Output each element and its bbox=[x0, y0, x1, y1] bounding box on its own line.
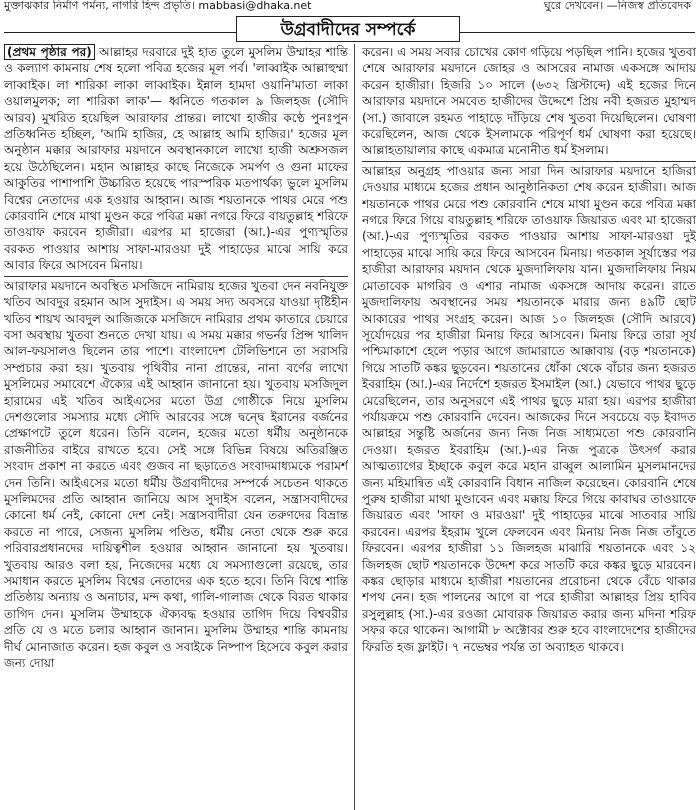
headline-area bbox=[0, 12, 699, 48]
article-paragraph bbox=[4, 278, 348, 672]
paragraph-text: আরাফার ময়দানে অবস্থিত মসজিদে নামিরায় হজের খুতবা দেন নবনিযুক্ত খতিব আবদুর রহমান আস সুদাইস। এ সময় সদ্য অবসরে যাওয়া দৃষ্টিহীন খতিব শায়খ আবদুল আজিজকে মসজিদে নামিরার প্রথম কাতারে চেয়ারে বসা অবস্থায় খুতবা শুনতে দেখা যায়। এ সময় মক্কার গভর্নর প্রিন্স খালিদ আল-ফয়সালও ছিলেন তার পাশে। বাংলাদেশ টেলিভিশনে তা সরাসরি সম্প্রচার করা হয়। খুতবায় পৃথিবীর নানা প্রান্তের, নানা বর্ণের লাখো মুসলিমের সমাবেশে ঐক্যের এই আহ্বান জানানো হয়। খুতবায় মসজিদুল হারামের এই খতিব আইএসের মতো উগ্র গোষ্ঠীকে নিয়ে মুসলিম দেশগুলোর সমস্যার মধ্যে সৌদি আরবের সঙ্গে দ্বন্দ্বে ইরানের বর্জনের প্রেক্ষাপটে তুলে ধরেন। তিনি বলেন, হজের মতো ধর্মীয় অনুষ্ঠানকে রাজনীতির বাইরে রাখতে হবে। সেই সঙ্গে বিভিন্ন বিষয়ে অতিরঞ্জিত সংবাদ প্রকাশ না করতে এবং গুজব না ছড়াতেও সংবাদমাধ্যমকে পরামর্শ দেন তিনি। আইএসের মতো ধর্মীয় উগ্রবাদীদের সম্পর্কে সচেতন থাকতে মুসলিমদের প্রতি আহ্বান জানিয়ে আস সুদাইস বলেন, সন্ত্রাসবাদীদের কোনো ধর্ম নেই, কোনো দেশ নেই। সন্ত্রাসবাদীরা যেন তরুণদের বিভ্রান্ত করতে না পারে, সেজন্য মুসলিম পণ্ডিত, ধর্মীয় নেতা থেকে শুরু করে পরিবারপ্রধানদের দায়িত্বশীল হওয়ার আহ্বান জানানো হয় খুতবায়। খুতবায় আরও বলা হয়, নিজেদের মধ্যে যে সমস্যাগুলো রয়েছে, তার সমাধান করতে মুসলিম বিশ্বের নেতাদের এক হতে হবে। তিনি বিশ্বে শান্তি প্রতিষ্ঠায় অন্যায় ও অনাচার, মন্দ কথা, গালি-গালাজ থেকে বিরত থাকার তাগিদ দেন। মুসলিম উম্মাহকে ঐক্যবদ্ধ হওয়ার তাগিদ দিয়ে বিশ্ববরীর প্রতি যে ও মতে চলার আহ্বান জানান। মুসলিম উম্মাহর শান্তি কামনায় দীর্ঘ মোনাজাত করেন। হজ কবুল ও সবাইকে নিষ্পাপ হিসেবে কবুল করার জন্য দোয়া bbox=[4, 278, 348, 671]
article-paragraph bbox=[362, 163, 696, 655]
article-column-left bbox=[4, 44, 348, 810]
headline-rule-right bbox=[460, 32, 695, 33]
headline-rule-left bbox=[4, 32, 236, 33]
column-divider bbox=[354, 44, 355, 810]
section-divider bbox=[4, 276, 348, 277]
article-column-right bbox=[362, 44, 696, 810]
paragraph-text: আল্লাহর অনুগ্রহ পাওয়ার জন্য সারা দিন আরাফার ময়দানে হাজিরা দেওয়ার মাধ্যমে হজের প্রধান আনুষ্ঠানিকতা শেষ করেন হাজীরা। আজ শয়তানকে পাথর মেরে পশু কোরবানি শেষে মাথা মুণ্ডন করে পবিত্র মক্কা নগরে ফিরে গিয়ে বায়তুল্লাহ শরিফে তাওয়াফ জিয়ারত এবং মা হাজেরা (আ.)-এর পুণ্যস্মৃতির বরকত পাওয়ার আশায় সাফা-মারওয়া দুই পাহাড়ের মাঝে সায়ি করে ফিরে আসবেন মিনায়। গতকাল সূর্যাস্তের পর হাজীরা আরাফার ময়দান থেকে মুজদালিফায় যান। মুজদালিফায় নিয়ম মোতাবেক মাগরিব ও এশার নামাজ একসঙ্গে আদায় করেন। রাতে মুজদালিফায় অবস্থানের সময় শয়তানকে মারার জন্য ৪৯টি ছোট আকারের পাথর সংগ্রহ করেন। আজ ১০ জিলহজ (সৌদি আরবে) সূর্যোদয়ের পর হাজীরা মিনায় ফিরে আসবেন। মিনায় ফিরে তারা সূর্য পশ্চিমাকাশে হেলে পড়ার আগে জামারাতে আক্কাবায় (বড় শয়তানকে) গিয়ে সাতটি কঙ্কর ছুড়বেন। শয়তানের ধোঁকা থেকে বাঁচার জন্য হজরত ইবরাহিম (আ.)-এর নির্দেশে হজরত ইসমাইল (আ.) যেভাবে পাথর ছুড়ে মেরেছিলেন, তার অনুসরণে এই পাথর ছুড়ে মারা হয়। এরপর হাজীরা পর্যায়ক্রমে পশু কোরবানি দেবেন। আজকের দিনে সবচেয়ে বড় ইবাদত আল্লাহর সন্তুষ্টি অর্জনের জন্য নিজ নিজ সাধ্যমতো পশু কোরবানি দেওয়া। হজরত ইবরাহিম (আ.)-এর নিজ পুত্রকে উৎসর্গ করার আত্মত্যাগের ইচ্ছাকে কবুল করে মহান রাব্বুল আলামিন মুসলমানদের জন্য মহিমান্বিত এই কোরবানি বিধান নাজিল করেছেন। কোরবানি শেষে পুরুষ হাজীরা মাথা মুণ্ডাবেন এবং মক্কায় ফিরে গিয়ে কাবাঘর তাওয়াফে জিয়ারত এবং 'সাফা ও মারওয়া' দুই পাহাড়ের মাঝে সাতবার সায়ি করবেন। এরপর ইহরাম খুলে ফেলবেন এবং মিনায় নিজ নিজ তাঁবুতে ফিরবেন। এরপর হাজীরা ১১ জিলহজ মাঝারি শয়তানকে এবং ১২ জিলহজ ছোট শয়তানকে উদ্দেশ করে সাতটি করে কঙ্কর ছুড়ে মারবেন। কঙ্কর ছোড়ার মাধ্যমে হাজীরা শয়তানের প্ররোচনা থেকে বেঁচে থাকার শপথ নেন। হজ পালনের আগে বা পরে হাজীরা আল্লাহর প্রিয় হাবিব রসুলুল্লাহ (সা.)-এর রওজা মোবারক জিয়ারত করার জন্য মদিনা শরিফ সফর করে থাকেন। আগামী ৮ অক্টোবর শুরু হবে বাংলাদেশের হাজীদের ফিরতি হজ ফ্লাইট। ৭ নভেম্বর পর্যন্ত তা অব্যাহত থাকবে। bbox=[362, 163, 696, 654]
article-paragraph bbox=[362, 44, 696, 159]
paragraph-text: করেন। এ সময় সবার চোখের কোণ গড়িয়ে পড়ছিল পানি। হজের খুতবা শেষে আরাফার ময়দানে জোহর ও আসরের নামাজ একসঙ্গে আদায় করেন হাজীরা। হিজরি ১০ সালে (৬৩২ খ্রিস্টাব্দে) এই হজের দিনে আরাফার ময়দানে সমবেত হাজীদের উদ্দেশে প্রিয় নবী হজরত মুহাম্মদ (সা.) জাবালে রহমত পাহাড়ে দাঁড়িয়ে শেষ খুতবা দিয়েছিলেন। ঘোষণা করেছিলেন, আজ থেকে ইসলামকে পরিপূর্ণ ধর্ম ঘোষণা করা হয়েছে। আল্লাহতায়ালার কাছে একমাত্র মনোনীত ধর্ম ইসলাম। bbox=[362, 45, 696, 158]
top-strip-left-text: মুক্তাঝকার নির্মাণ পর্মন্য, নাগরি হিন্দ প্রভৃতি। mabbasi@dhaka.net bbox=[4, 0, 312, 12]
top-strip-right-text: ঘুরে দেখবেন। —নিজস্ব প্রতিবেদক bbox=[543, 0, 691, 12]
article-headline: উগ্রবাদীদের সম্পর্কে bbox=[236, 16, 460, 42]
paragraph-text: আল্লাহর দরবারে দুই হাত তুলে মুসলিম উম্মাহর শান্তি ও কল্যাণ কামনায় শেষ হলো পবিত্র হজের মূল পর্ব। 'লাব্বাইক আল্লাহুম্মা লাব্বাইক। লা শারিকা লাকা লাব্বাইক। ইন্নাল হামদা ওয়ানি'মাতা লাকা ওয়ালমুলক; লা শারিকা লাক'— ধ্বনিতে গতকাল ৯ জিলহজ (সৌদি আরব) মুখরিত হয়েছিল আরাফার প্রান্তর। লাখো হাজীর কণ্ঠে পুনঃপুন প্রতিধ্বনিত হচ্ছিল, 'আমি হাজির, হে আল্লাহ আমি হাজির।' হজের মূল অনুষ্ঠান মক্কার আরাফার ময়দানে অবস্থানকালে লাখো হাজী অশ্রুসজল হয়ে উঠেছিলেন। মহান আল্লাহর কাছে নিজেকে সমর্পণ ও গুনা মাফের আকুতির পাশাপাশি উচ্চারিত হয়েছে পারস্পরিক মতপার্থক্য ভুলে মুসলিম বিশ্বের নেতাদের এক হওয়ার আহ্বান। আজ শয়তানকে পাথর মেরে পশু কোরবানি শেষে মাথা মুণ্ডন করে পবিত্র মক্কা নগরে ফিরে বায়তুল্লাহ শরিফে তাওয়াফ করবেন হাজীরা। এরপর মা হাজেরা (আ.)-এর পুণ্যস্মৃতির বরকত পাওয়ার আশায় সাফা-মারওয়া দুই পাহাড়ের মাঝে সায়ি করে আবার ফিরে আসবেন মিনায়। bbox=[4, 45, 348, 273]
article-paragraph bbox=[4, 44, 348, 274]
section-divider bbox=[362, 161, 696, 162]
jump-label: (প্রথম পৃষ্ঠার পর) bbox=[4, 44, 95, 60]
